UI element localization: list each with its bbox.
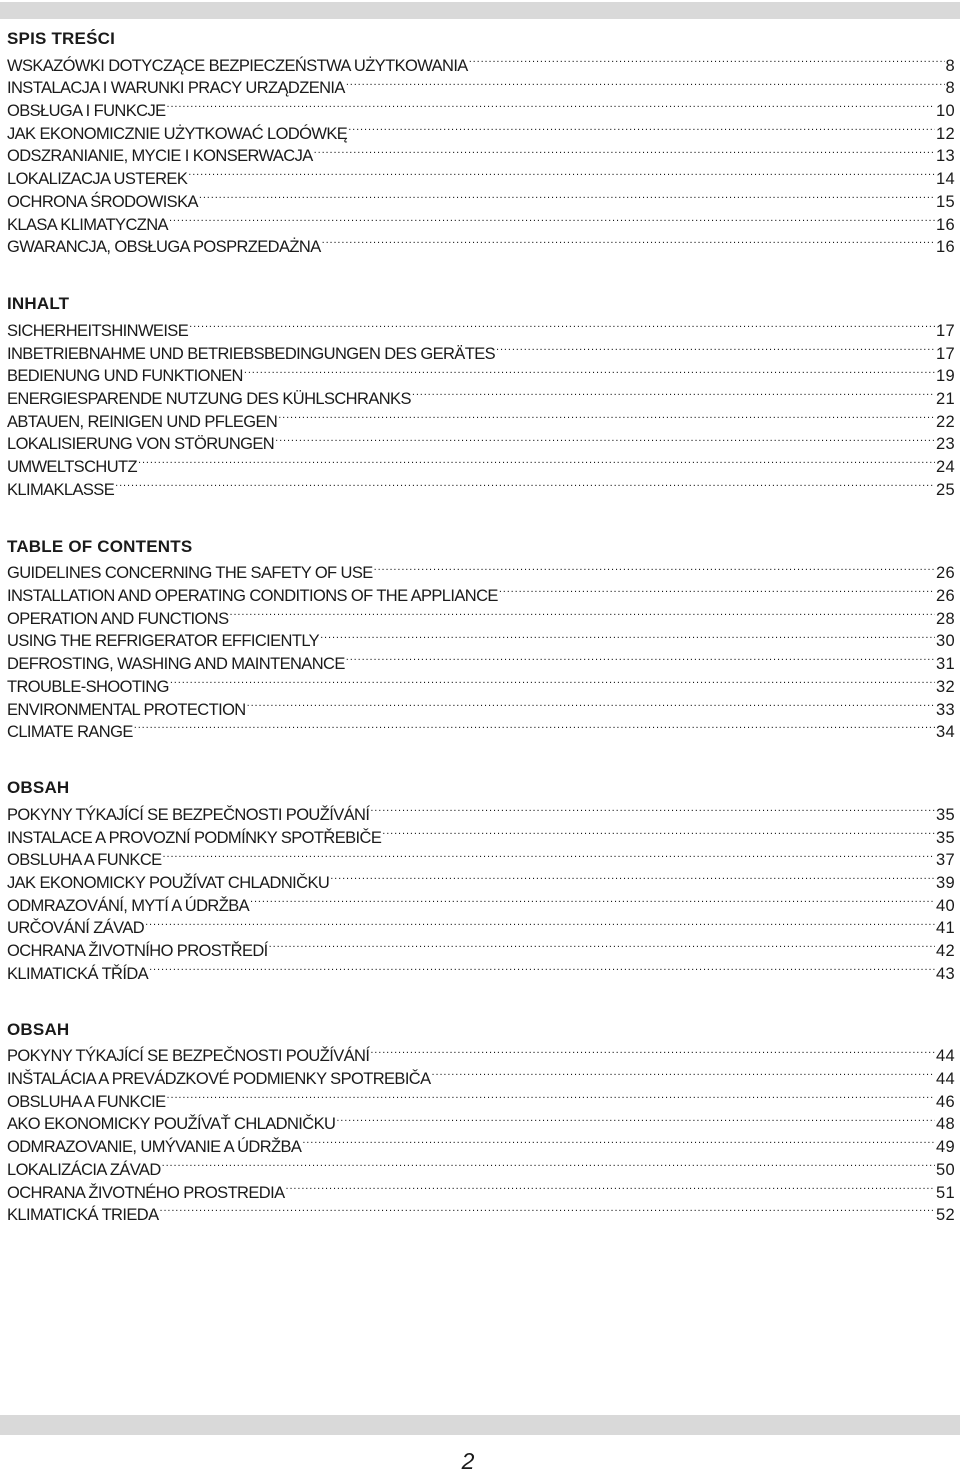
dot-leader xyxy=(167,93,936,116)
dot-leader xyxy=(269,933,935,956)
toc-entry-page: 51 xyxy=(936,1183,955,1202)
dot-leader xyxy=(169,207,935,230)
toc-entry-title: WSKAZÓWKI DOTYCZĄCE BEZPIECZEŃSTWA UŻYTKOWANIA xyxy=(7,56,468,75)
toc-entry xyxy=(7,715,955,742)
toc-entry-title: SICHERHEITSHINWEISE xyxy=(7,321,189,340)
toc-entry-page: 39 xyxy=(936,873,955,892)
dot-leader xyxy=(115,472,935,495)
dot-leader xyxy=(322,230,935,253)
dot-leader xyxy=(496,336,935,359)
toc-entry-list xyxy=(7,313,955,499)
toc-entry-page: 22 xyxy=(936,412,955,431)
toc-entry-title: LOKALIZACJA USTEREK xyxy=(7,170,188,189)
table-of-contents xyxy=(7,29,955,1225)
toc-entry-title: POKYNY TÝKAJÍCÍ SE BEZPEČNOSTI POUŽÍVÁNÍ xyxy=(7,805,370,824)
toc-entry-list xyxy=(7,556,955,742)
dot-leader xyxy=(244,359,935,382)
toc-entry xyxy=(7,472,955,499)
toc-entry xyxy=(7,449,955,476)
toc-entry xyxy=(7,956,955,983)
dot-leader xyxy=(138,449,935,472)
toc-entry-list xyxy=(7,48,955,257)
dot-leader xyxy=(370,797,935,820)
toc-entry xyxy=(7,797,955,824)
toc-entry-page: 15 xyxy=(936,192,955,211)
toc-section xyxy=(7,29,955,257)
toc-entry-title: LOKALIZÁCIA ZÁVAD xyxy=(7,1160,161,1179)
section-heading: TABLE OF CONTENTS xyxy=(7,536,193,556)
toc-entry-title: CLIMATE RANGE xyxy=(7,723,133,742)
dot-leader xyxy=(170,669,935,692)
section-heading: OBSAH xyxy=(7,1019,70,1039)
dot-leader xyxy=(302,1129,935,1152)
toc-entry-page: 35 xyxy=(936,805,955,824)
dot-leader xyxy=(199,184,935,207)
toc-entry-page: 42 xyxy=(936,942,955,960)
header-bar xyxy=(0,2,960,19)
toc-entry-page: 35 xyxy=(936,828,955,847)
dot-leader xyxy=(159,1198,935,1221)
toc-entry-title: INŠTALÁCIA A PREVÁDZKOVÉ PODMIENKY SPOTREBIČA xyxy=(7,1070,431,1089)
toc-entry-title: GUIDELINES CONCERNING THE SAFETY OF USE xyxy=(7,564,373,583)
toc-entry-title: GWARANCJA, OBSŁUGA POSPRZEDAŻNA xyxy=(7,238,321,257)
footer-bar xyxy=(0,1415,960,1435)
toc-entry-title: INSTALACE A PROVOZNÍ PODMÍNKY SPOTŘEBIČE xyxy=(7,828,382,847)
toc-entry-title: POKYNY TÝKAJÍCÍ SE BEZPEČNOSTI POUŽÍVÁNÍ xyxy=(7,1047,370,1066)
toc-entry-title: USING THE REFRIGERATOR EFFICIENTLY xyxy=(7,632,320,651)
toc-entry-title: DEFROSTING, WASHING AND MAINTENANCE xyxy=(7,655,345,674)
dot-leader xyxy=(346,646,935,669)
dot-leader xyxy=(330,865,935,888)
dot-leader xyxy=(162,1152,935,1175)
toc-entry-list xyxy=(7,797,955,983)
toc-entry-page: 25 xyxy=(936,480,955,499)
dot-leader xyxy=(167,1084,936,1107)
dot-leader xyxy=(189,313,935,336)
toc-entry-page: 24 xyxy=(936,458,955,476)
toc-entry-page: 26 xyxy=(936,564,955,583)
dot-leader xyxy=(432,1061,936,1084)
toc-entry xyxy=(7,48,955,75)
toc-entry-page: 31 xyxy=(936,655,955,674)
toc-entry xyxy=(7,556,955,583)
dot-leader xyxy=(247,692,935,715)
toc-entry-page: 13 xyxy=(936,147,955,166)
toc-entry-title: KLIMATICKÁ TRIEDA xyxy=(7,1206,159,1225)
toc-entry-title: ENERGIESPARENDE NUTZUNG DES KÜHLSCHRANKS xyxy=(7,389,411,408)
toc-entry-page: 40 xyxy=(936,896,955,915)
dot-leader xyxy=(163,843,936,866)
toc-entry-page: 30 xyxy=(936,632,955,651)
dot-leader xyxy=(469,48,945,71)
toc-entry-page: 17 xyxy=(936,321,955,340)
dot-leader xyxy=(188,161,935,184)
toc-entry-title: ODMRAZOVÁNÍ, MYTÍ A ÚDRŽBA xyxy=(7,896,250,915)
toc-entry-title: ENVIRONMENTAL PROTECTION xyxy=(7,700,246,719)
toc-entry-title: JAK EKONOMICKY POUŽÍVAT CHLADNIČKU xyxy=(7,873,330,892)
toc-entry-page: 52 xyxy=(936,1206,955,1225)
dot-leader xyxy=(286,1175,936,1198)
toc-entry-title: KLIMATICKÁ TŘÍDA xyxy=(7,964,149,983)
toc-entry-title: ODMRAZOVANIE, UMÝVANIE A ÚDRŽBA xyxy=(7,1138,302,1157)
toc-entry-page: 26 xyxy=(936,587,955,606)
dot-leader xyxy=(134,715,935,738)
toc-entry-page: 14 xyxy=(936,170,955,189)
toc-section xyxy=(7,536,955,742)
dot-leader xyxy=(370,1039,935,1062)
dot-leader xyxy=(374,556,935,579)
dot-leader xyxy=(278,404,935,427)
toc-entry-page: 28 xyxy=(936,609,955,628)
toc-entry-page: 50 xyxy=(936,1160,955,1179)
toc-entry-list xyxy=(7,1039,955,1225)
toc-entry-page: 8 xyxy=(945,79,955,98)
toc-entry-title: OBSŁUGA I FUNKCJE xyxy=(7,102,166,121)
toc-entry-title: OCHRANA ŽIVOTNÉHO PROSTREDIA xyxy=(7,1183,285,1202)
toc-entry xyxy=(7,313,955,340)
toc-entry-title: UMWELTSCHUTZ xyxy=(7,458,137,476)
toc-entry-title: ODSZRANIANIE, MYCIE I KONSERWACJA xyxy=(7,147,313,166)
toc-entry-page: 44 xyxy=(936,1070,955,1089)
toc-entry xyxy=(7,933,955,960)
toc-entry-title: KLIMAKLASSE xyxy=(7,480,115,499)
toc-entry-page: 33 xyxy=(936,700,955,719)
toc-entry-page: 46 xyxy=(936,1092,955,1111)
toc-entry xyxy=(7,1039,955,1066)
dot-leader xyxy=(346,71,945,94)
page-number: 2 xyxy=(461,1448,475,1474)
toc-entry-title: INSTALLATION AND OPERATING CONDITIONS OF THE APPLIANCE xyxy=(7,587,498,606)
toc-entry-title: OCHRONA ŚRODOWISKA xyxy=(7,192,198,211)
dot-leader xyxy=(336,1107,935,1130)
dot-leader xyxy=(149,956,935,979)
toc-entry-title: KLASA KLIMATYCZNA xyxy=(7,215,168,234)
toc-entry-title: URČOVÁNÍ ZÁVAD xyxy=(7,919,145,938)
toc-entry-title: JAK EKONOMICZNIE UŻYTKOWAĆ LODÓWKĘ xyxy=(7,124,348,143)
toc-entry-title: BEDIENUNG UND FUNKTIONEN xyxy=(7,367,243,386)
toc-entry-title: OPERATION AND FUNCTIONS xyxy=(7,609,229,628)
toc-section xyxy=(7,294,955,499)
toc-entry-page: 44 xyxy=(936,1047,955,1066)
toc-entry-page: 48 xyxy=(936,1115,955,1134)
toc-entry-page: 16 xyxy=(936,238,955,257)
toc-entry-page: 19 xyxy=(936,367,955,386)
toc-entry-title: INSTALACJA I WARUNKI PRACY URZĄDZENIA xyxy=(7,79,345,98)
section-heading: OBSAH xyxy=(7,778,70,798)
toc-entry-title: ABTAUEN, REINIGEN UND PFLEGEN xyxy=(7,412,278,431)
toc-entry-page: 32 xyxy=(936,677,955,696)
dot-leader xyxy=(382,820,935,843)
toc-entry-page: 17 xyxy=(936,344,955,363)
dot-leader xyxy=(230,601,936,624)
toc-entry-title: AKO EKONOMICKY POUŽÍVAŤ CHLADNIČKU xyxy=(7,1115,336,1134)
dot-leader xyxy=(275,427,935,450)
toc-entry-title: OCHRANA ŽIVOTNÍHO PROSTŘEDÍ xyxy=(7,942,268,960)
toc-entry-page: 34 xyxy=(936,723,955,742)
toc-entry-page: 8 xyxy=(945,56,955,75)
toc-entry-title: INBETRIEBNAHME UND BETRIEBSBEDINGUNGEN DES GERÄTES xyxy=(7,344,496,363)
toc-entry-page: 41 xyxy=(936,919,955,938)
toc-entry-page: 21 xyxy=(936,389,955,408)
toc-entry-title: OBSLUHA A FUNKCIE xyxy=(7,1092,166,1111)
toc-section xyxy=(7,1019,955,1225)
toc-entry-page: 49 xyxy=(936,1138,955,1157)
toc-entry-page: 10 xyxy=(936,102,955,121)
dot-leader xyxy=(412,381,935,404)
dot-leader xyxy=(320,624,935,647)
toc-entry-title: LOKALISIERUNG VON STÖRUNGEN xyxy=(7,435,275,454)
dot-leader xyxy=(499,578,935,601)
toc-entry-page: 12 xyxy=(936,124,955,143)
toc-entry-page: 37 xyxy=(936,851,955,870)
toc-section xyxy=(7,778,955,983)
toc-entry-page: 16 xyxy=(936,215,955,234)
toc-entry-page: 23 xyxy=(936,435,955,454)
toc-entry-title: TROUBLE-SHOOTING xyxy=(7,677,169,696)
toc-entry-title: OBSLUHA A FUNKCE xyxy=(7,851,162,870)
dot-leader xyxy=(145,911,935,934)
dot-leader xyxy=(314,139,935,162)
toc-entry xyxy=(7,911,955,938)
dot-leader xyxy=(348,116,935,139)
toc-entry-page: 43 xyxy=(936,964,955,983)
section-heading: INHALT xyxy=(7,294,70,314)
dot-leader xyxy=(250,888,935,911)
section-heading: SPIS TREŚCI xyxy=(7,29,116,48)
